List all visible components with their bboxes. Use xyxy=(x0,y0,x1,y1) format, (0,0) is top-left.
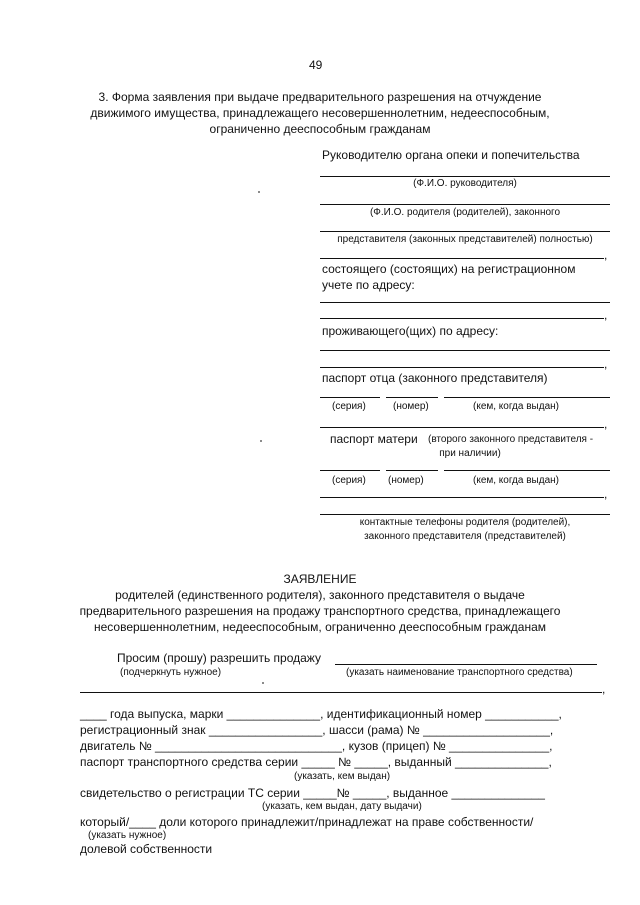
parent-name-hint-2: представителя (законных представителей) полностью) xyxy=(337,234,593,245)
request-hint-left: (подчеркнуть нужное) xyxy=(120,667,222,678)
vehicle-name-line-2[interactable] xyxy=(80,692,602,693)
mother-number-hint: (номер) xyxy=(388,475,424,486)
comma: , xyxy=(604,417,608,431)
cert-hint: (указать, кем выдан, дату выдачи) xyxy=(262,801,422,812)
comma: , xyxy=(604,487,608,501)
mother-number-line[interactable] xyxy=(386,470,438,471)
residing-address-line-1[interactable] xyxy=(320,350,610,351)
ownership-line: который/____ доли которого принадлежит/принадлежат на праве собственности/ xyxy=(80,815,534,829)
request-label: Просим (прошу) разрешить продажу xyxy=(117,651,321,665)
father-number-hint: (номер) xyxy=(393,401,429,412)
father-series-line[interactable] xyxy=(320,397,380,398)
form-heading-line-2: движимого имущества, принадлежащего несовершеннолетним, недееспособным, xyxy=(90,106,550,120)
mother-passport-note-2: при наличии) xyxy=(439,448,501,459)
parent-name-line-3[interactable] xyxy=(320,258,604,259)
father-issued-line[interactable] xyxy=(444,397,610,398)
statement-subtitle-3: несовершеннолетним, недееспособным, ограниченно дееспособным гражданам xyxy=(93,620,547,634)
head-name-line[interactable] xyxy=(320,176,610,177)
mother-issued-line[interactable] xyxy=(444,470,610,471)
statement-subtitle-1: родителей (единственного родителя), законного представителя о выдаче xyxy=(115,588,525,602)
vehicle-year-line: ____ года выпуска, марки ______________, идентификационный номер ___________, xyxy=(80,707,562,721)
vehicle-reg-line: регистрационный знак _________________, шасси (рама) № ___________________, xyxy=(80,723,554,737)
parent-name-hint-1: (Ф.И.О. родителя (родителей), законного xyxy=(369,207,561,218)
registered-label-2: учете по адресу: xyxy=(322,278,415,292)
vehicle-cert-line: свидетельство о регистрации ТС серии _____№ _____, выданное ______________ xyxy=(80,786,545,800)
mother-passport-note-1: (второго законного представителя - xyxy=(428,434,594,445)
father-series-hint: (серия) xyxy=(332,401,366,412)
mother-issued-hint: (кем, когда выдан) xyxy=(473,475,559,486)
head-name-hint: (Ф.И.О. руководителя) xyxy=(413,178,517,189)
vehicle-engine-line: двигатель № ____________________________, кузов (прицеп) № _______________, xyxy=(80,739,553,753)
registered-address-line-2[interactable] xyxy=(320,318,604,319)
registered-address-line-1[interactable] xyxy=(320,302,610,303)
mother-passport-extra-line[interactable] xyxy=(320,497,604,498)
residing-address-line-2[interactable] xyxy=(320,367,604,368)
phones-hint-2: законного представителя (представителей) xyxy=(364,531,566,542)
registered-label-1: состоящего (состоящих) на регистрационном xyxy=(322,262,576,276)
vehicle-pts-line: паспорт транспортного средства серии _____ № _____, выданный ______________, xyxy=(80,755,552,769)
share-hint: (указать нужное) xyxy=(88,830,167,841)
statement-subtitle-2: предварительного разрешения на продажу транспортного средства, принадлежащего xyxy=(79,604,561,618)
phones-hint-1: контактные телефоны родителя (родителей), xyxy=(359,517,571,528)
father-passport-extra-line[interactable] xyxy=(320,427,604,428)
statement-title: ЗАЯВЛЕНИЕ xyxy=(283,572,357,586)
scan-dot xyxy=(262,682,264,684)
pts-hint: (указать, кем выдан) xyxy=(294,771,391,782)
page-number: 49 xyxy=(309,58,323,72)
comma: , xyxy=(604,357,608,371)
father-number-line[interactable] xyxy=(386,397,438,398)
vehicle-name-line[interactable] xyxy=(335,664,597,665)
form-heading-line-1: 3. Форма заявления при выдаче предварительного разрешения на отчуждение xyxy=(98,90,542,104)
addressee-title: Руководителю органа опеки и попечительства xyxy=(322,148,580,162)
father-passport-label: паспорт отца (законного представителя) xyxy=(322,371,548,385)
residing-label: проживающего(щих) по адресу: xyxy=(322,324,499,338)
joint-ownership-line: долевой собственности xyxy=(80,842,213,856)
comma: , xyxy=(604,308,608,322)
request-hint-right: (указать наименование транспортного средства) xyxy=(346,667,573,678)
scan-dot xyxy=(260,440,262,442)
father-issued-hint: (кем, когда выдан) xyxy=(473,401,559,412)
scan-dot xyxy=(258,191,260,193)
mother-series-line[interactable] xyxy=(320,470,380,471)
phones-line[interactable] xyxy=(320,514,610,515)
mother-passport-label: паспорт матери xyxy=(330,432,418,446)
mother-series-hint: (серия) xyxy=(332,475,366,486)
parent-name-line-1[interactable] xyxy=(320,204,610,205)
comma: , xyxy=(604,248,608,262)
parent-name-line-2[interactable] xyxy=(320,231,610,232)
form-heading-line-3: ограниченно дееспособным гражданам xyxy=(209,122,431,136)
comma: , xyxy=(602,682,606,696)
